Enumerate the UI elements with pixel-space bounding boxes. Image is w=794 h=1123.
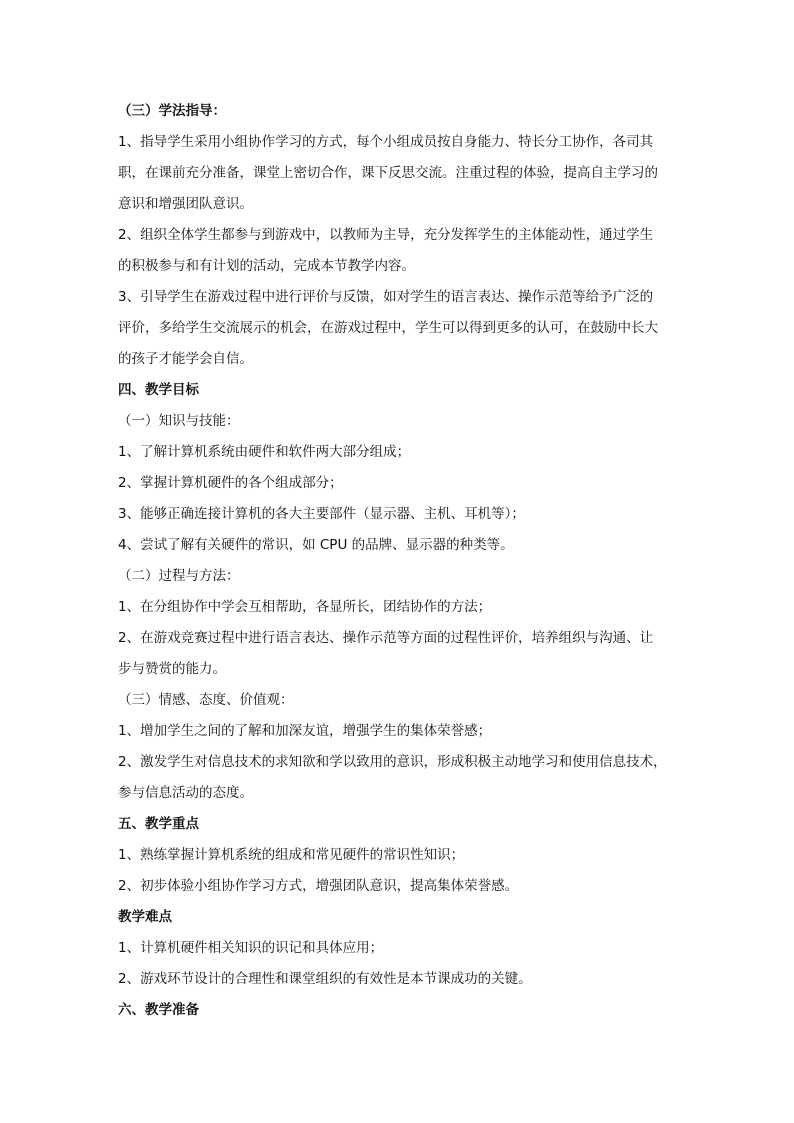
section-heading: 四、教学目标 [118, 382, 199, 398]
section-heading: 教学难点 [118, 909, 172, 925]
text-line: （三）情感、态度、价值观： [118, 692, 294, 708]
text-line: 评价，多给学生交流展示的机会，在游戏过程中，学生可以得到更多的认可，在鼓励中长大 [118, 320, 658, 336]
text-line: 1、指导学生采用小组协作学习的方式，每个小组成员按自身能力、特长分工协作，各司其 [118, 134, 654, 150]
text-line: 1、计算机硬件相关知识的识记和具体应用； [118, 940, 384, 956]
section-heading: （三）学法指导： [118, 103, 226, 119]
text-line: 职，在课前充分准备，课堂上密切合作，课下反思交流。注重过程的体验，提高自主学习的 [118, 165, 658, 181]
text-line: （二）过程与方法： [118, 568, 240, 584]
text-line: 2、初步体验小组协作学习方式，增强团队意识，提高集体荣誉感。 [118, 878, 519, 894]
text-line: 的积极参与和有计划的活动，完成本节教学内容。 [118, 258, 415, 274]
text-line: 参与信息活动的态度。 [118, 785, 253, 801]
text-line: 3、引导学生在游戏过程中进行评价与反馈，如对学生的语言表达、操作示范等给予广泛的 [118, 289, 654, 305]
text-line: 的孩子才能学会自信。 [118, 351, 253, 367]
text-line: 2、组织全体学生都参与到游戏中，以教师为主导，充分发挥学生的主体能动性，通过学生 [118, 227, 654, 243]
text-line: 1、增加学生之间的了解和加深友谊，增强学生的集体荣誉感； [118, 723, 492, 739]
text-line: 2、在游戏竞赛过程中进行语言表达、操作示范等方面的过程性评价，培养组织与沟通、让 [118, 630, 654, 646]
document-page [118, 96, 678, 1026]
text-line: 步与赞赏的能力。 [118, 661, 226, 677]
text-line: 3、能够正确连接计算机的各大主要部件（显示器、主机、耳机等）； [118, 506, 525, 522]
text-line: 4、尝试了解有关硬件的常识，如 CPU 的品牌、显示器的种类等。 [118, 537, 514, 553]
section-heading: 五、教学重点 [118, 816, 199, 832]
text-line: 1、了解计算机系统由硬件和软件两大部分组成； [118, 444, 411, 460]
section-heading: 六、教学准备 [118, 1002, 199, 1018]
text-line: 2、激发学生对信息技术的求知欲和学以致用的意识，形成积极主动地学习和使用信息技术， [118, 754, 667, 770]
text-line: 2、游戏环节设计的合理性和课堂组织的有效性是本节课成功的关键。 [118, 971, 532, 987]
text-line: （一）知识与技能： [118, 413, 240, 429]
text-line: 1、在分组协作中学会互相帮助，各显所长，团结协作的方法； [118, 599, 492, 615]
text-line: 2、掌握计算机硬件的各个组成部分； [118, 475, 343, 491]
text-line: 意识和增强团队意识。 [118, 196, 253, 212]
text-line: 1、熟练掌握计算机系统的组成和常见硬件的常识性知识； [118, 847, 465, 863]
